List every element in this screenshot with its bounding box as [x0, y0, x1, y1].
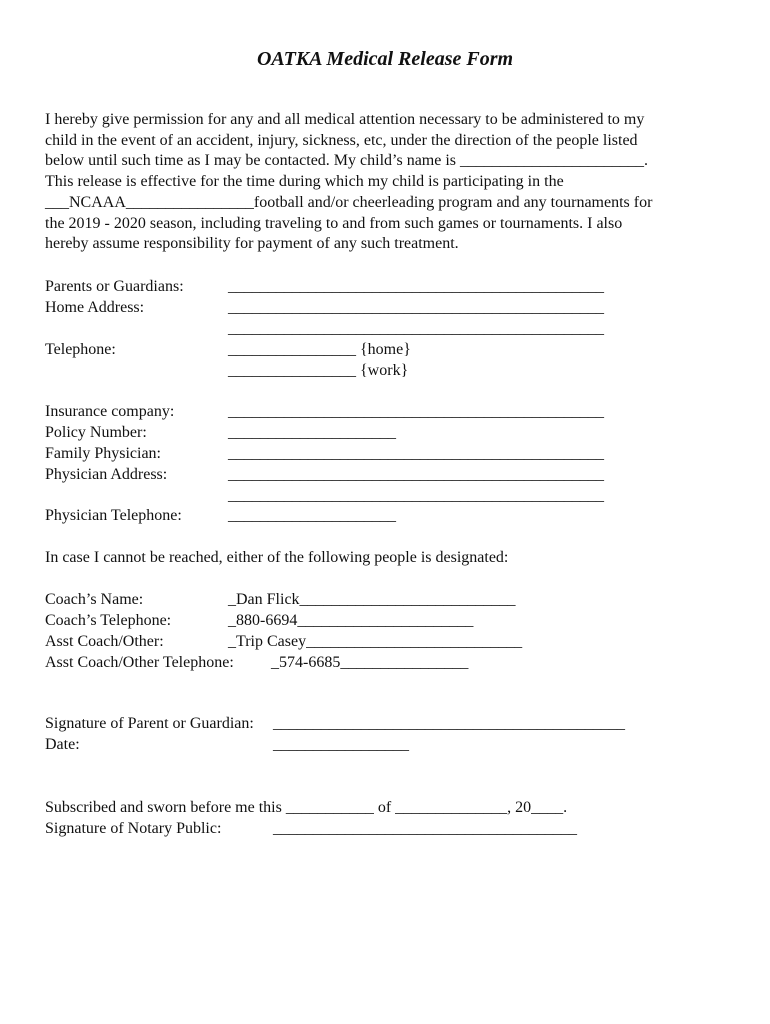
designated-intro: In case I cannot be reached, either of the following people is designated:: [45, 549, 509, 566]
coach-telephone-label: Coach’s Telephone:: [45, 612, 172, 629]
telephone-home-field[interactable]: ________________ {home}: [228, 341, 411, 358]
asst-coach-value[interactable]: _Trip Casey___________________________: [228, 633, 523, 650]
form-title: OATKA Medical Release Form: [256, 48, 514, 70]
intro-line-child-name[interactable]: below until such time as I may be contacted. My child’s name is _______________________.: [45, 152, 649, 170]
date-label: Date:: [45, 736, 80, 753]
intro-line: This release is effective for the time during which my child is participating in the: [45, 173, 564, 191]
notary-signature-field[interactable]: ______________________________________: [273, 820, 577, 837]
intro-line: hereby assume responsibility for payment of any such treatment.: [45, 235, 459, 253]
parent-signature-label: Signature of Parent or Guardian:: [45, 715, 254, 732]
asst-coach-telephone-value[interactable]: _574-6685________________: [271, 654, 469, 671]
intro-line: I hereby give permission for any and all medical attention necessary to be administered to my: [45, 111, 645, 128]
coach-telephone-value[interactable]: _880-6694______________________: [228, 612, 474, 629]
insurance-company-label: Insurance company:: [45, 403, 175, 420]
intro-line-program[interactable]: ___NCAAA________________football and/or cheerleading program and any tournaments for: [45, 193, 653, 211]
coach-name-label: Coach’s Name:: [45, 591, 144, 608]
sworn-statement[interactable]: Subscribed and sworn before me this ___________ of ______________, 20____.: [45, 799, 568, 816]
telephone-work-field[interactable]: ________________ {work}: [228, 362, 409, 379]
parents-field[interactable]: _______________________________________________: [228, 278, 604, 295]
home-address-label: Home Address:: [45, 299, 145, 316]
notary-signature-label: Signature of Notary Public:: [45, 820, 222, 837]
home-address-field-2[interactable]: _______________________________________________: [228, 320, 604, 337]
intro-line: child in the event of an accident, injury, sickness, etc, under the direction of the people listed: [45, 131, 638, 149]
physician-telephone-field[interactable]: _____________________: [228, 507, 396, 524]
asst-coach-telephone-label: Asst Coach/Other Telephone:: [45, 654, 234, 671]
parent-signature-field[interactable]: ____________________________________________: [273, 715, 625, 732]
intro-paragraph: [45, 110, 735, 255]
home-address-field-1[interactable]: _______________________________________________: [228, 299, 604, 316]
policy-number-label: Policy Number:: [45, 424, 147, 441]
asst-coach-label: Asst Coach/Other:: [45, 633, 164, 650]
parents-label: Parents or Guardians:: [45, 278, 184, 295]
policy-number-field[interactable]: _____________________: [228, 424, 396, 441]
family-physician-field[interactable]: _______________________________________________: [228, 445, 604, 462]
insurance-company-field[interactable]: _______________________________________________: [228, 403, 604, 420]
family-physician-label: Family Physician:: [45, 445, 161, 462]
physician-address-label: Physician Address:: [45, 466, 168, 483]
intro-line: the 2019 - 2020 season, including traveling to and from such games or tournaments. I also: [45, 214, 623, 232]
physician-address-field-1[interactable]: _______________________________________________: [228, 466, 604, 483]
telephone-label: Telephone:: [45, 341, 116, 358]
date-field[interactable]: _________________: [273, 736, 409, 753]
coach-name-value[interactable]: _Dan Flick___________________________: [228, 591, 516, 608]
physician-address-field-2[interactable]: _______________________________________________: [228, 487, 604, 504]
physician-telephone-label: Physician Telephone:: [45, 507, 182, 524]
